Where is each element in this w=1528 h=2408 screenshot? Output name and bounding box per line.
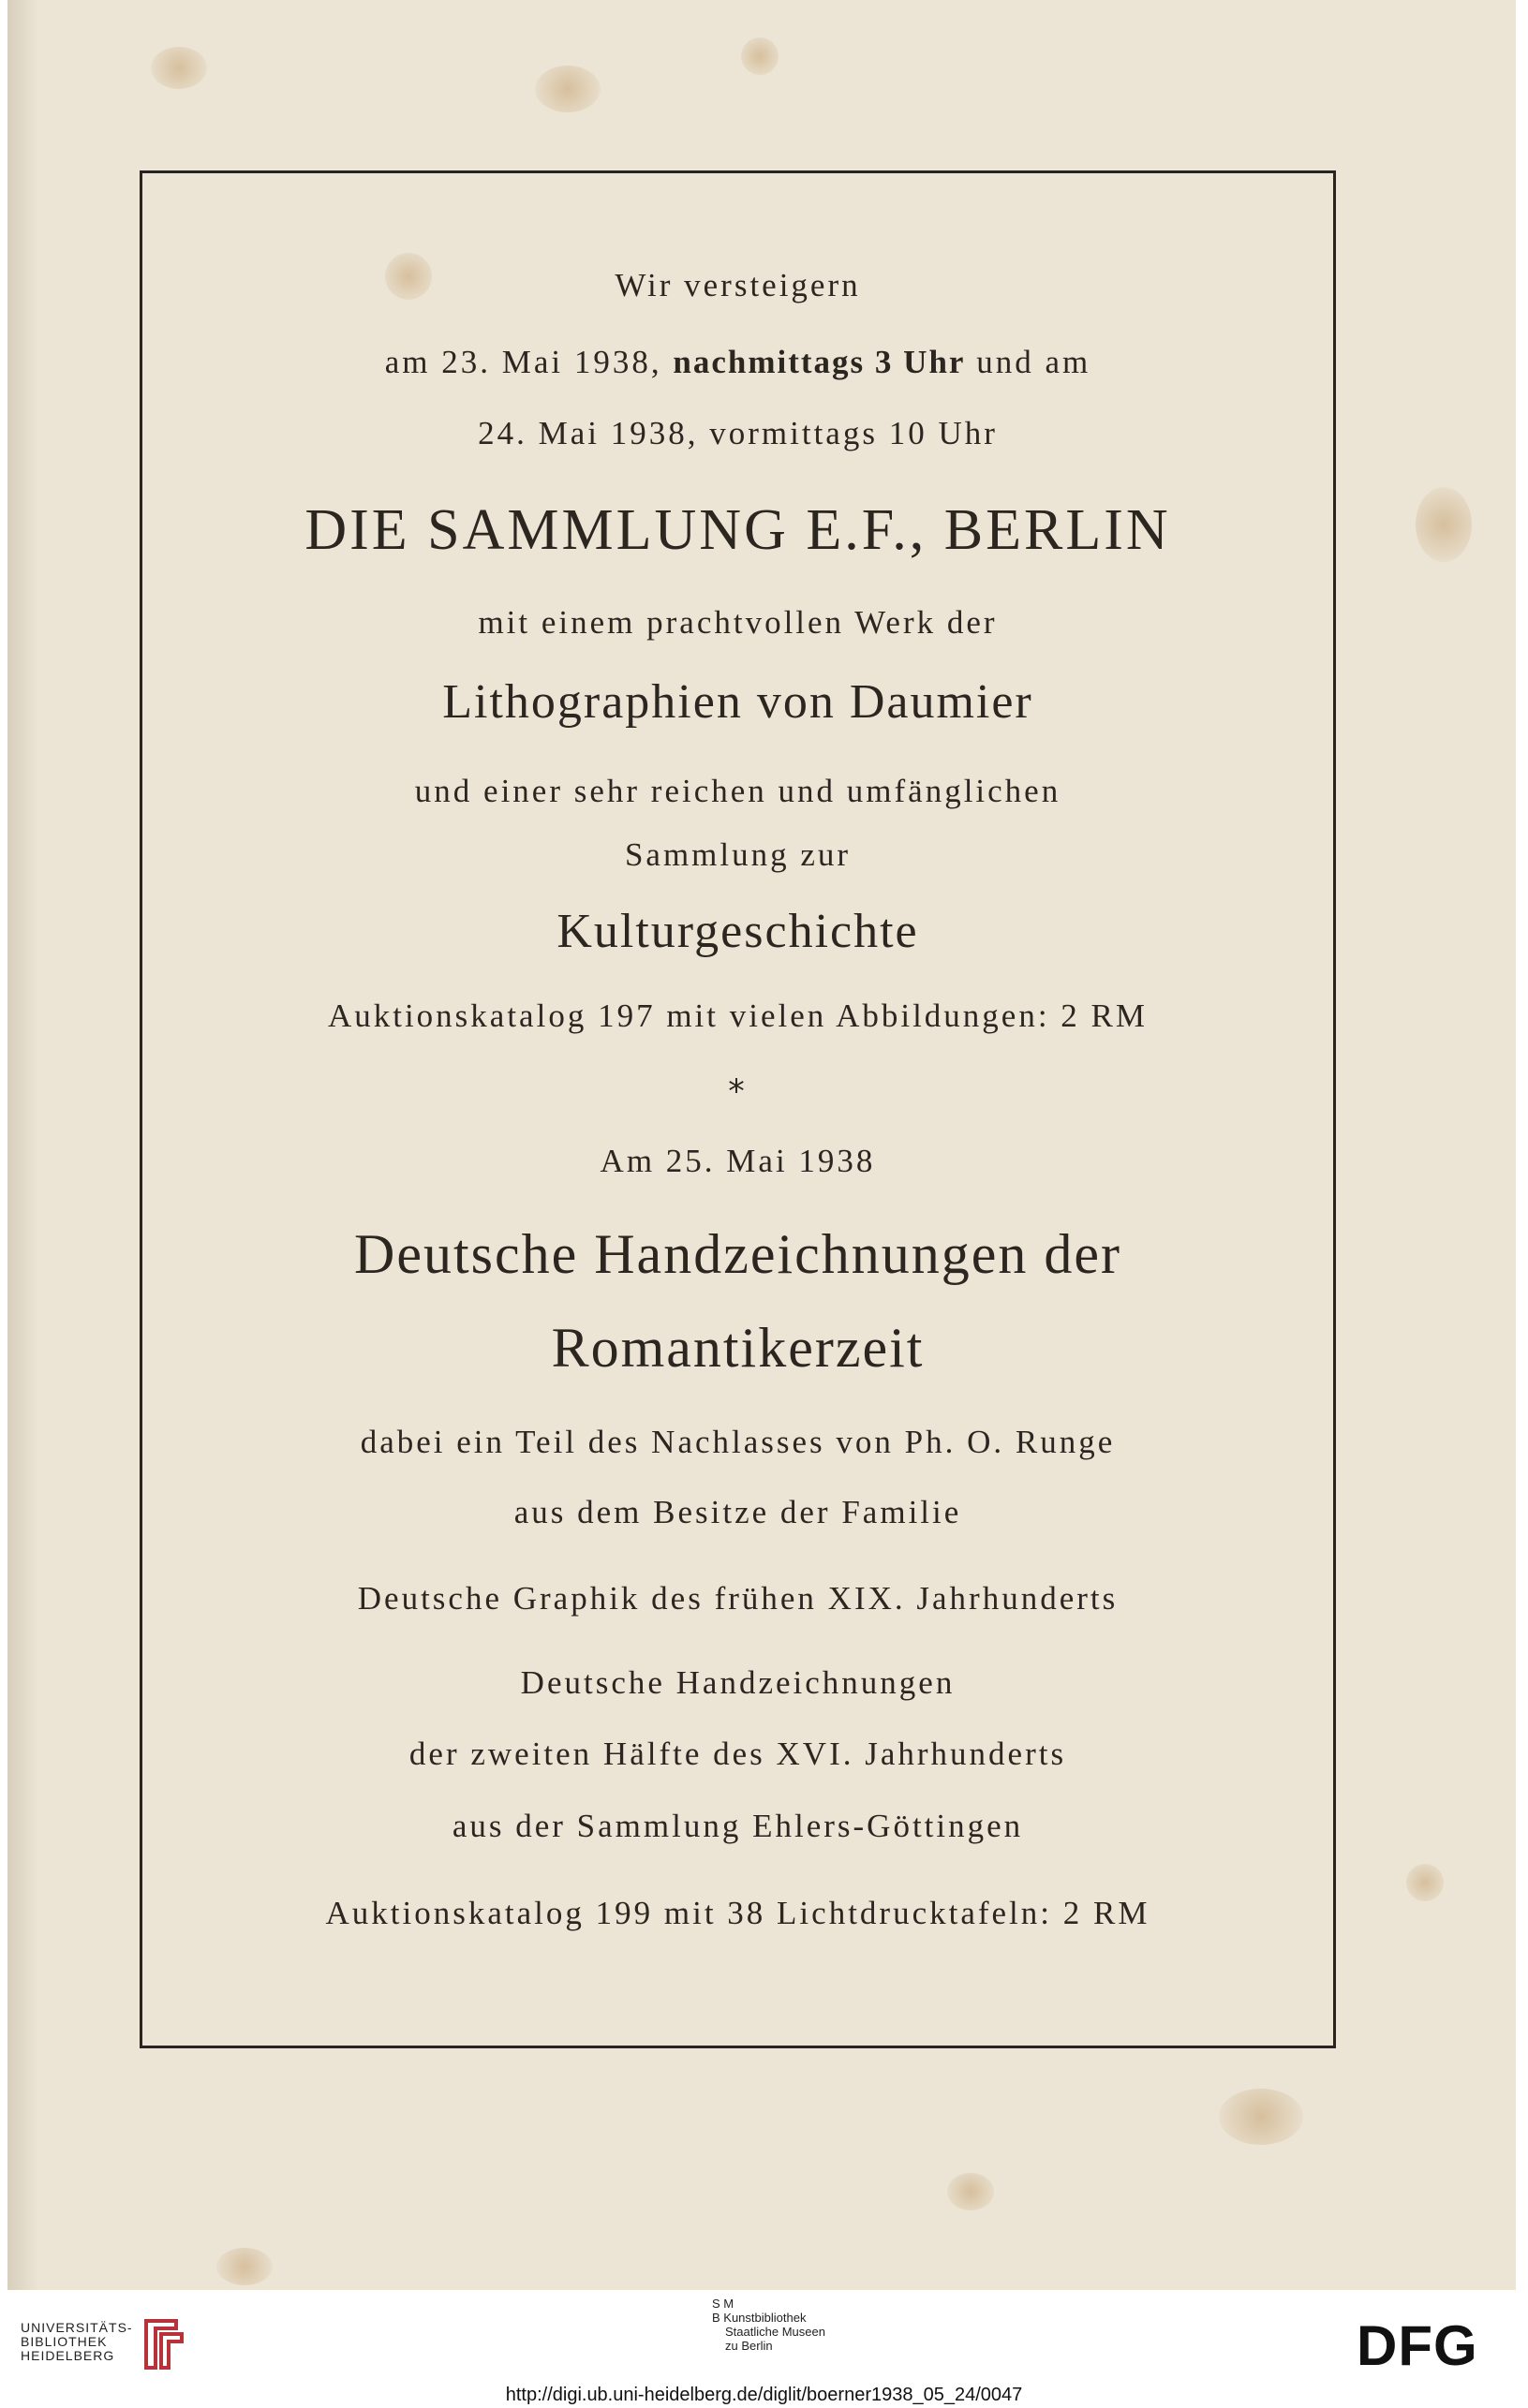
family-line: aus dem Besitze der Familie	[513, 1494, 962, 1530]
smb-line: Staatliche Museen	[725, 2325, 825, 2339]
date-line-1	[142, 344, 1333, 381]
library-line: BIBLIOTHEK	[21, 2334, 108, 2349]
permalink-url[interactable]: http://digi.ub.uni-heidelberg.de/diglit/boerner1938_05_24/0047	[505, 2385, 1023, 2405]
university-library-logo-icon	[141, 2315, 185, 2373]
smb-line: S M	[712, 2297, 734, 2311]
title-line-2: Romantikerzeit	[551, 1317, 925, 1379]
announcement-frame	[140, 170, 1336, 2048]
university-library-label	[21, 2321, 133, 2363]
smb-line: B Kunstbibliothek	[712, 2311, 807, 2325]
subtitle-daumier: Lithographien von Daumier	[442, 675, 1033, 729]
foxing-stain	[535, 66, 601, 112]
foxing-stain	[1406, 1864, 1444, 1901]
library-line: HEIDELBERG	[21, 2348, 115, 2363]
foxing-stain	[741, 37, 779, 75]
title-line-1: Deutsche Handzeichnungen der	[353, 1223, 1121, 1285]
foxing-stain	[1416, 487, 1472, 562]
intro-line: Wir versteigern	[615, 267, 861, 303]
ehlers-line: aus der Sammlung Ehlers-Göttingen	[452, 1808, 1024, 1844]
divider-ornament: ⁎	[728, 1063, 748, 1100]
foxing-stain	[216, 2248, 273, 2285]
collection-desc-line: mit einem prachtvollen Werk der	[478, 604, 998, 641]
dfg-logo: DFG	[1357, 2314, 1478, 2377]
collection-desc-line-2: und einer sehr reichen und umfänglichen	[414, 773, 1061, 809]
smb-line: zu Berlin	[725, 2339, 773, 2353]
century-line: der zweiten Hälfte des XVI. Jahrhunderts	[408, 1736, 1067, 1772]
handzeichnungen-line: Deutsche Handzeichnungen	[520, 1664, 956, 1701]
foxing-stain	[1219, 2089, 1303, 2145]
subtitle-kulturgeschichte: Kulturgeschichte	[556, 905, 919, 958]
auction-date-2: Am 25. Mai 1938	[600, 1143, 876, 1179]
graphik-line: Deutsche Graphik des frühen XIX. Jahrhunderts	[357, 1580, 1119, 1617]
foxing-stain	[151, 47, 207, 89]
date-line-1-bold: nachmittags 3 Uhr	[673, 344, 966, 380]
collection-desc-line-3: Sammlung zur	[624, 836, 852, 873]
date-line-1-prefix: am 23. Mai 1938,	[384, 344, 674, 380]
library-line: UNIVERSITÄTS-	[21, 2320, 133, 2335]
scanned-page	[7, 0, 1516, 2290]
smb-label	[712, 2297, 825, 2353]
catalog-199: Auktionskatalog 199 mit 38 Lichtdrucktafeln: 2 RM	[325, 1895, 1150, 1931]
runge-line: dabei ein Teil des Nachlasses von Ph. O. Runge	[360, 1424, 1116, 1460]
catalog-197: Auktionskatalog 197 mit vielen Abbildungen: 2 RM	[327, 997, 1149, 1034]
collection-title: DIE SAMMLUNG E.F., BERLIN	[304, 498, 1171, 562]
date-line-1-suffix: und am	[965, 344, 1091, 380]
date-line-2: 24. Mai 1938, vormittags 10 Uhr	[478, 415, 998, 451]
foxing-stain	[947, 2173, 994, 2210]
